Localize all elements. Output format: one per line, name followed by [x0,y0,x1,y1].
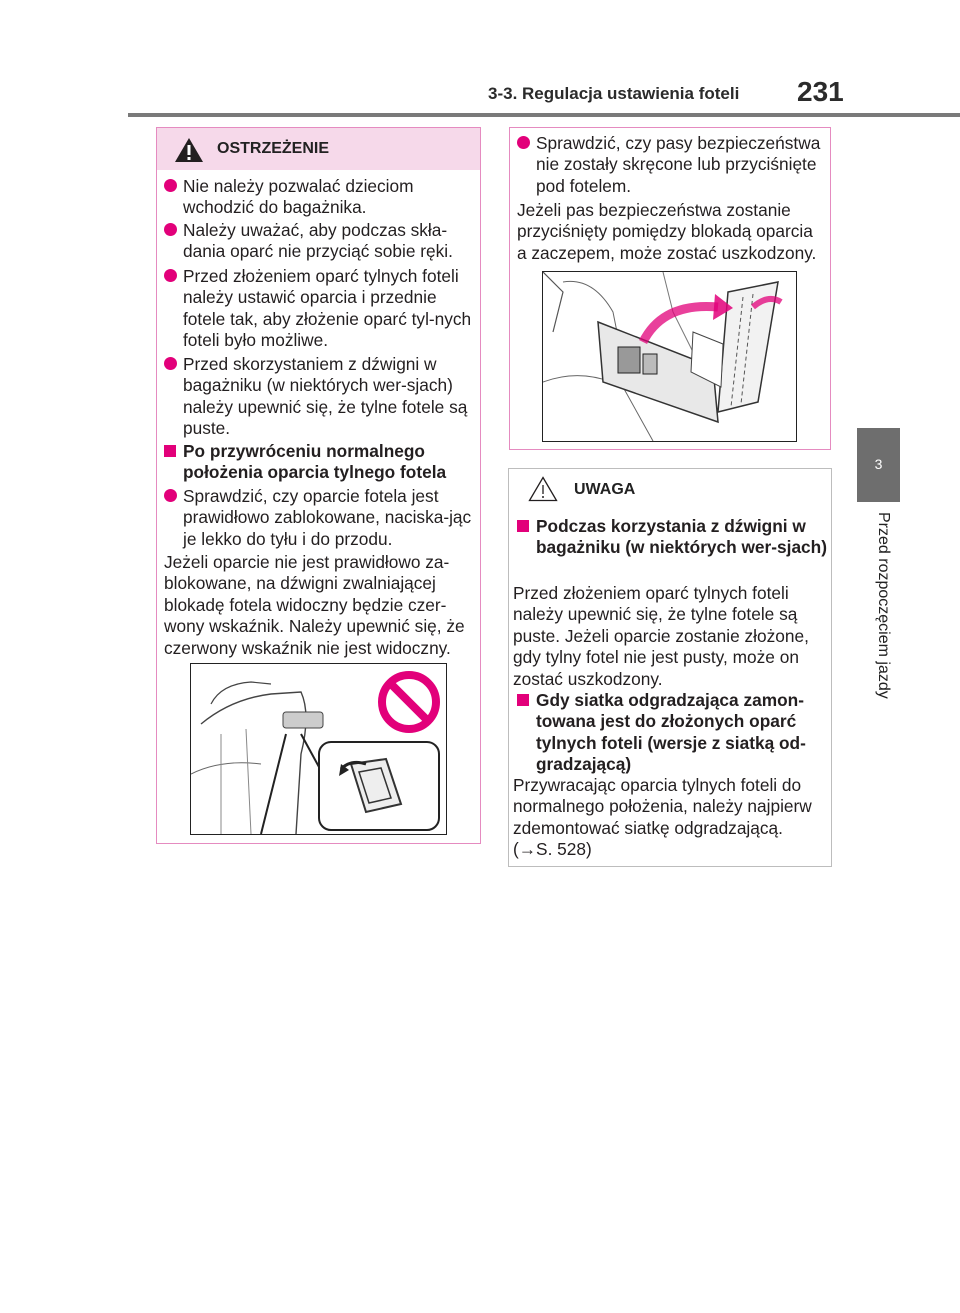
seat-lever-illustration [190,663,447,835]
warning-bullet: Sprawdzić, czy oparcie fotela jest prawidłowo zablokowane, naciska-jąc je lekko do tyłu i do przodu. [164,486,476,550]
notice-paragraph: Przywracając oparcia tylnych foteli do normalnego położenia, należy najpierw zdemontować siatkę odgradzającą. (→S. 528) [513,775,812,860]
caution-outline-triangle-icon [528,476,558,502]
warning-bullet: Sprawdzić, czy pasy bezpieczeństwa nie zostały skręcone lub przyciśnięte pod fotelem. [517,133,827,197]
header-rule [128,113,960,117]
seatbelt-illustration [542,271,797,442]
warning-triangle-icon [174,137,204,163]
warning-bullet: Przed skorzystaniem z dźwigni w bagażniku (w niektórych wer-sjach) należy upewnić się, że tylne fotele są puste. [164,354,476,440]
warning-bullet: Przed złożeniem oparć tylnych foteli należy ustawić oparcia i przednie fotele tak, aby złożenie oparć tyl-nych foteli było możliwe. [164,266,476,352]
notice-paragraph: Przed złożeniem oparć tylnych foteli należy upewnić się, że tylne fotele są puste. Jeżeli oparcie zostanie złożone, gdy tylny fotel nie jest pusty, może on zostać uszkodzony. [513,583,809,689]
notice-subheading: Podczas korzystania z dźwigni w bagażniku (w niektórych wer-sjach) [517,516,827,559]
page-number: 231 [797,76,844,107]
section-title: 3-3. Regulacja ustawienia foteli [488,84,740,103]
warning-bullet: Należy uważać, aby podczas skła-dania oparć nie przyciąć sobie ręki. [164,220,476,263]
warning-paragraph: Jeżeli oparcie nie jest prawidłowo za-blokowane, na dźwigni zwalniającej blokadę fotela widoczny będzie czer-wony wskaźnik. Należy upewnić się, że czerwony wskaźnik nie jest widoczny. [164,552,465,658]
prohibition-sign-icon [377,670,441,734]
folded-seat-drawing [543,272,796,441]
warning-subheading: Po przywróceniu normalnego położenia oparcia tylnego fotela [164,441,476,484]
warning-bullet: Nie należy pozwalać dzieciom wchodzić do bagażnika. [164,176,476,219]
notice-subheading: Gdy siatka odgradzająca zamon-towana jest do złożonych oparć tylnych foteli (wersje z siatką od-gradzającą) [517,690,827,776]
notice-title: UWAGA [574,481,636,498]
warning-title: OSTRZEŻENIE [217,140,330,157]
chapter-title: Przed rozpoczęciem jazdy [875,512,892,699]
warning-continued-paragraph: Jeżeli pas bezpieczeństwa zostanie przyciśnięty pomiędzy blokadą oparcia a zaczepem, może zostać uszkodzony. [517,200,817,263]
chapter-number: 3 [874,456,883,472]
